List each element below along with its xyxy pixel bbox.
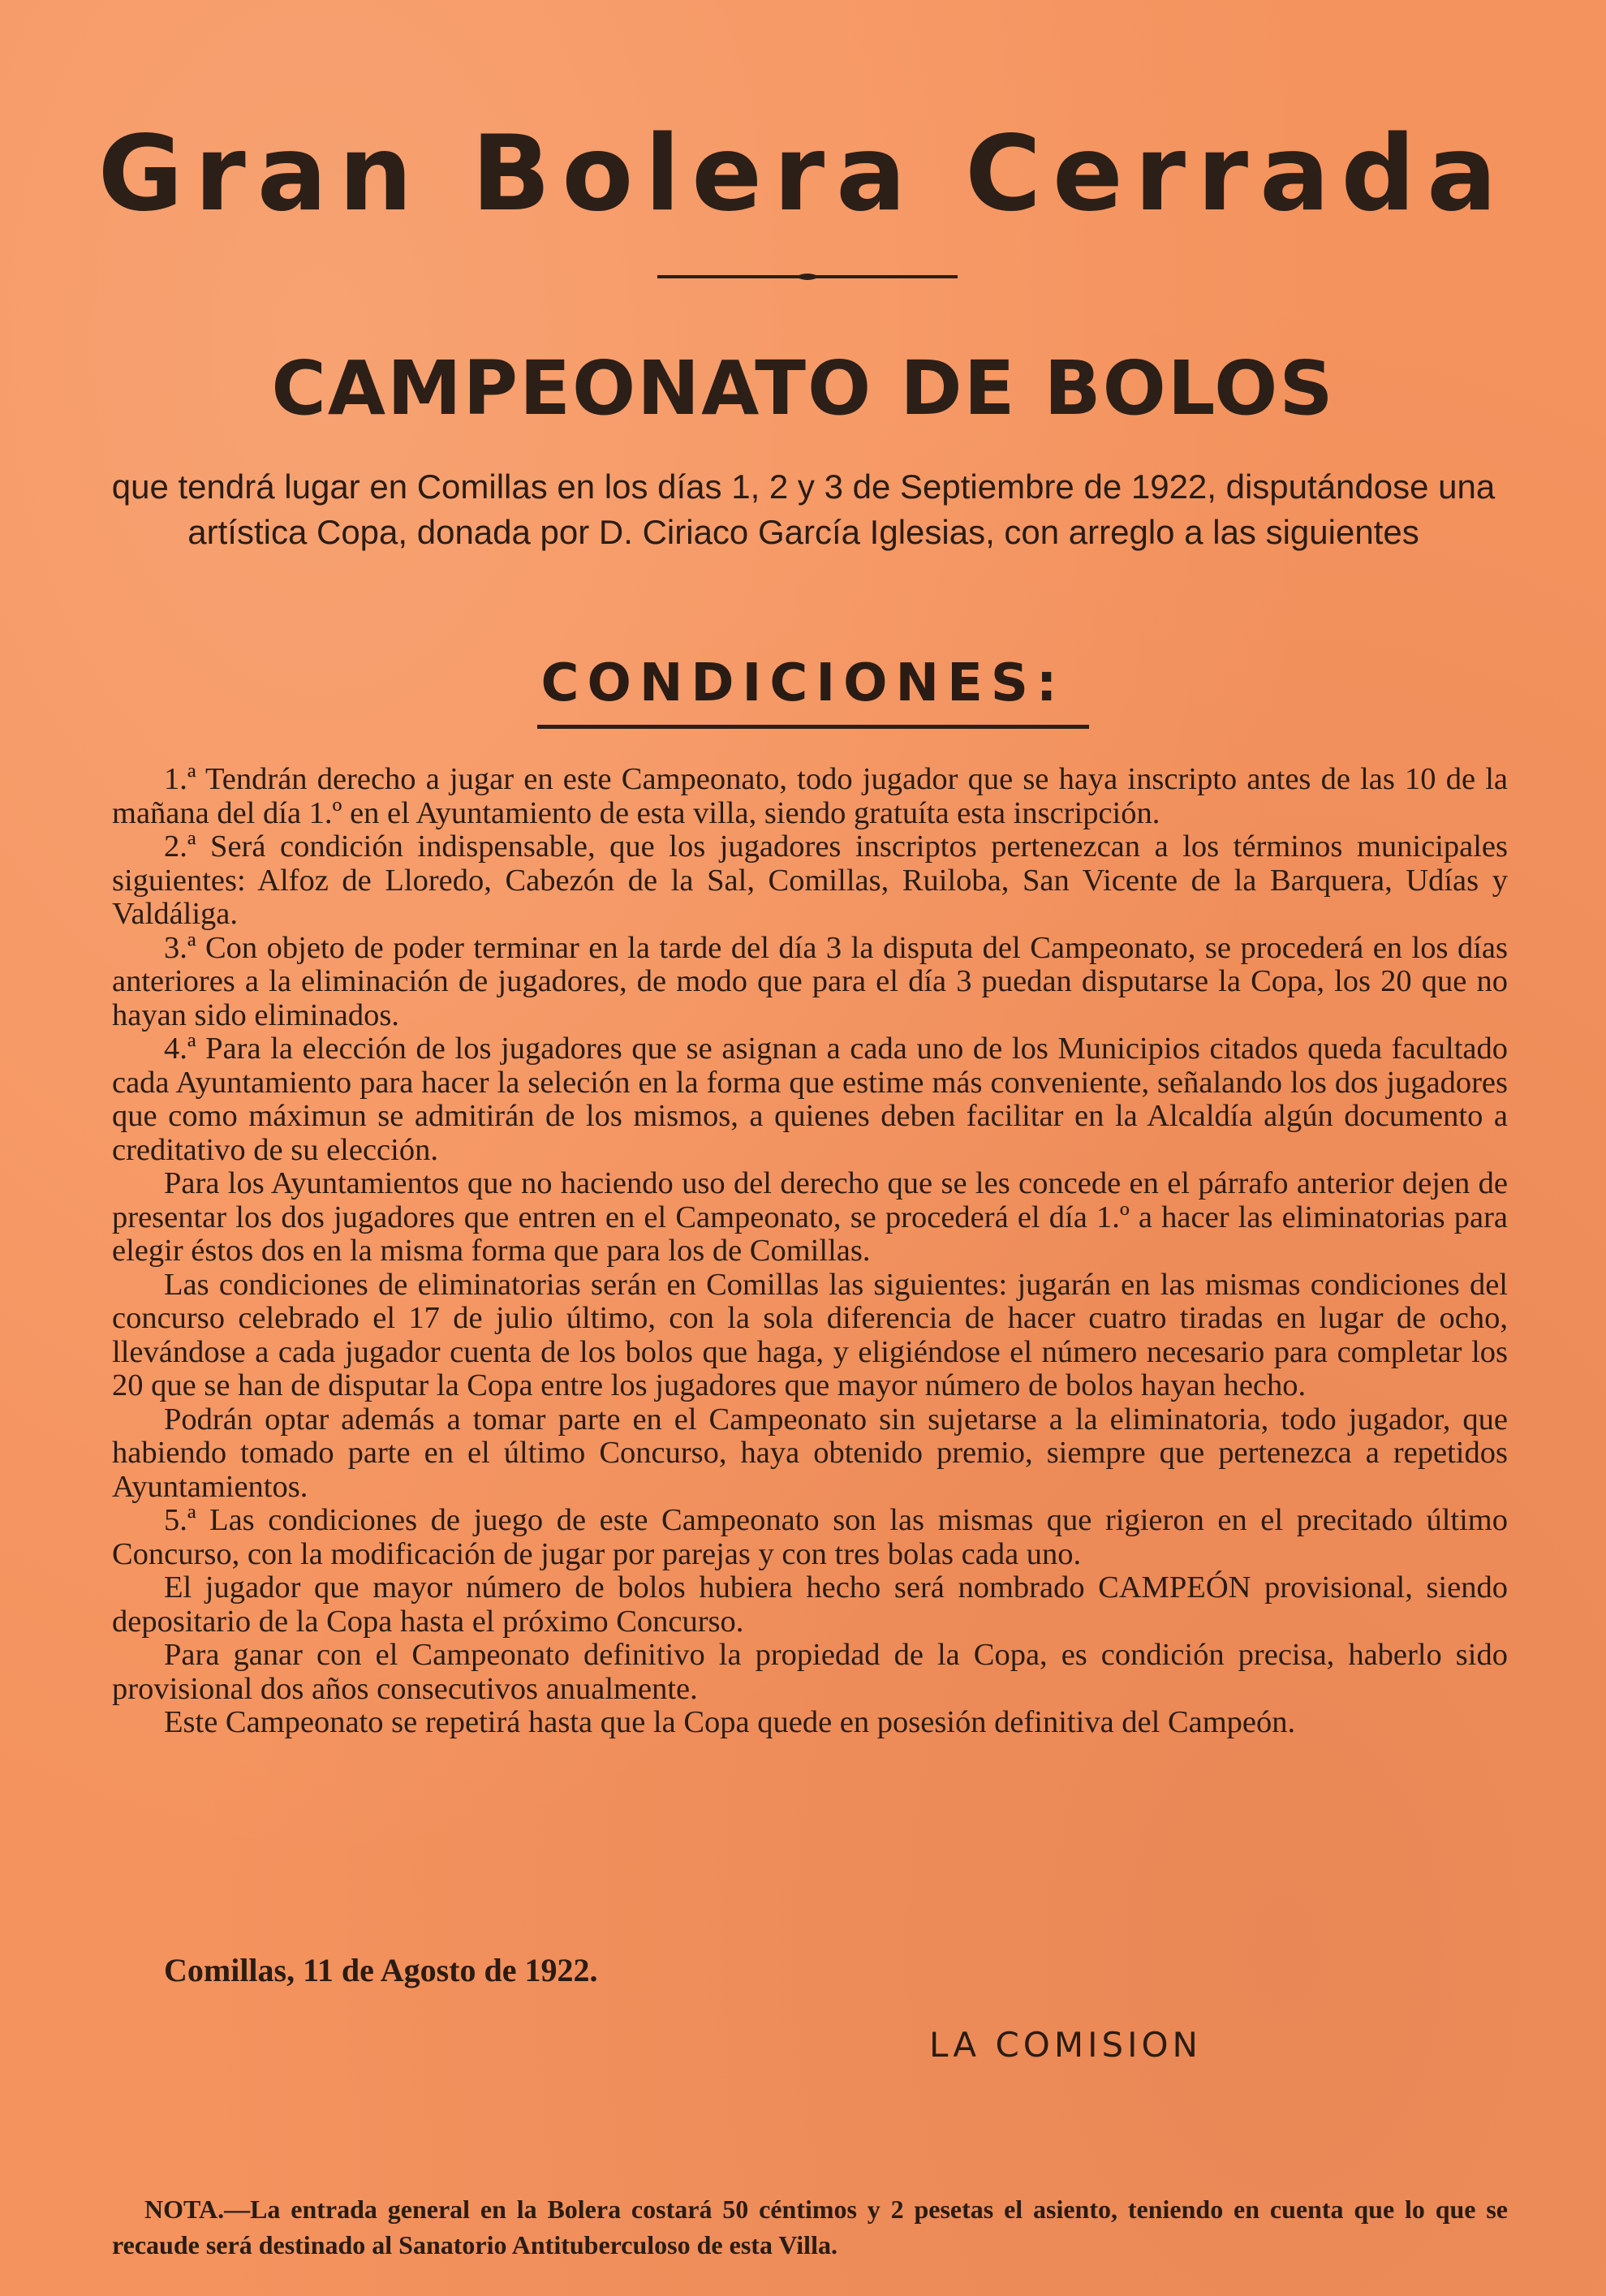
poster-title: Gran Bolera Cerrada (97, 114, 1509, 235)
condition-paragraph: Este Campeonato se repetirá hasta que la Copa quede en posesión definitiva del Campeón. (164, 1705, 1296, 1739)
condition-paragraph: Las condiciones de eliminatorias serán en Comillas las siguientes: jugarán en las mismas condiciones del concurso celebrado el 17 de julio último, con la sola diferencia de hacer cuatro tiradas en lugar de ocho, llevándose a cada jugador cuenta de los bolos que haga, y eligiéndose el número necesario para completar los 20 que se han de disputar la Copa entre los jugadores que mayor número de bolos hayan hecho. (112, 1267, 1508, 1402)
conditions-body (112, 763, 1508, 1740)
condition-paragraph: 1.ª Tendrán derecho a jugar en este Campeonato, todo jugador que se haya inscripto antes de las 10 de la mañana del día 1.º en el Ayuntamiento de esta villa, siendo gratuíta esta inscripción. (112, 762, 1508, 830)
condition-paragraph: Podrán optar además a tomar parte en el Campeonato sin sujetarse a la eliminatoria, todo jugador, que habiendo tomado parte en el último Concurso, haya obtenido premio, siempre que pertenezca a repetidos Ayuntamientos. (112, 1402, 1508, 1504)
footer-note (112, 2191, 1508, 2263)
condition-paragraph: 2.ª Será condición indispensable, que los jugadores inscriptos pertenezcan a los términos municipales siguientes: Alfoz de Lloredo, Cabezón de la Sal, Comillas, Ruiloba, San Vicente de la Barquera, Udías y Valdáliga. (112, 829, 1508, 931)
date-line: Comillas, 11 de Agosto de 1922. (164, 1952, 598, 1988)
condition-paragraph: 4.ª Para la elección de los jugadores que se asignan a cada uno de los Municipios citados queda facultado cada Ayuntamiento para hacer la seleción en la forma que estime más conveniente, señalando los dos jugadores que como máximun se admitirán de los mismos, a quienes deben facilitar en la Alcaldía algún documento a creditativo de su elección. (112, 1032, 1508, 1167)
note-text: NOTA.—La entrada general en la Bolera costará 50 céntimos y 2 pesetas el asiento, teniendo en cuenta que lo que se recaude será destinado al Sanatorio Antituberculoso de esta Villa. (112, 2195, 1508, 2259)
poster-subtitle: CAMPEONATO DE BOLOS (271, 345, 1335, 432)
signature: LA COMISION (929, 2025, 1202, 2065)
condition-paragraph: 3.ª Con objeto de poder terminar en la tarde del día 3 la disputa del Campeonato, se procederá en los días anteriores a la eliminación de jugadores, de modo que para el día 3 puedan disputarse la Copa, los 20 que no hayan sido eliminados. (112, 930, 1508, 1032)
condition-paragraph: 5.ª Las condiciones de juego de este Campeonato son las mismas que rigieron en el precitado último Concurso, con la modificación de jugar por parejas y con tres bolas cada uno. (112, 1503, 1508, 1571)
intro-text: que tendrá lugar en Comillas en los días 1, 2 y 3 de Septiembre de 1922, disputándose una artística Copa, donada por D. Ciriaco García Iglesias, con arreglo a las siguientes (111, 467, 1496, 551)
condition-paragraph: Para ganar con el Campeonato definitivo la propiedad de la Copa, es condición precisa, haberlo sido provisional dos años consecutivos anualmente. (112, 1638, 1508, 1706)
condition-paragraph: Para los Ayuntamientos que no haciendo uso del derecho que se les concede en el párrafo anterior dejen de presentar los dos jugadores que entren en el Campeonato, se procederá el día 1.º a hacer las eliminatorias para elegir éstos dos en la misma forma que para los de Comillas. (112, 1166, 1508, 1268)
condition-paragraph: El jugador que mayor número de bolos hubiera hecho será nombrado CAMPEÓN provisional, siendo depositario de la Copa hasta el próximo Concurso. (112, 1570, 1508, 1639)
ornament-divider-icon (657, 272, 958, 282)
conditions-heading: CONDICIONES: (540, 653, 1066, 713)
conditions-underline (537, 725, 1089, 729)
